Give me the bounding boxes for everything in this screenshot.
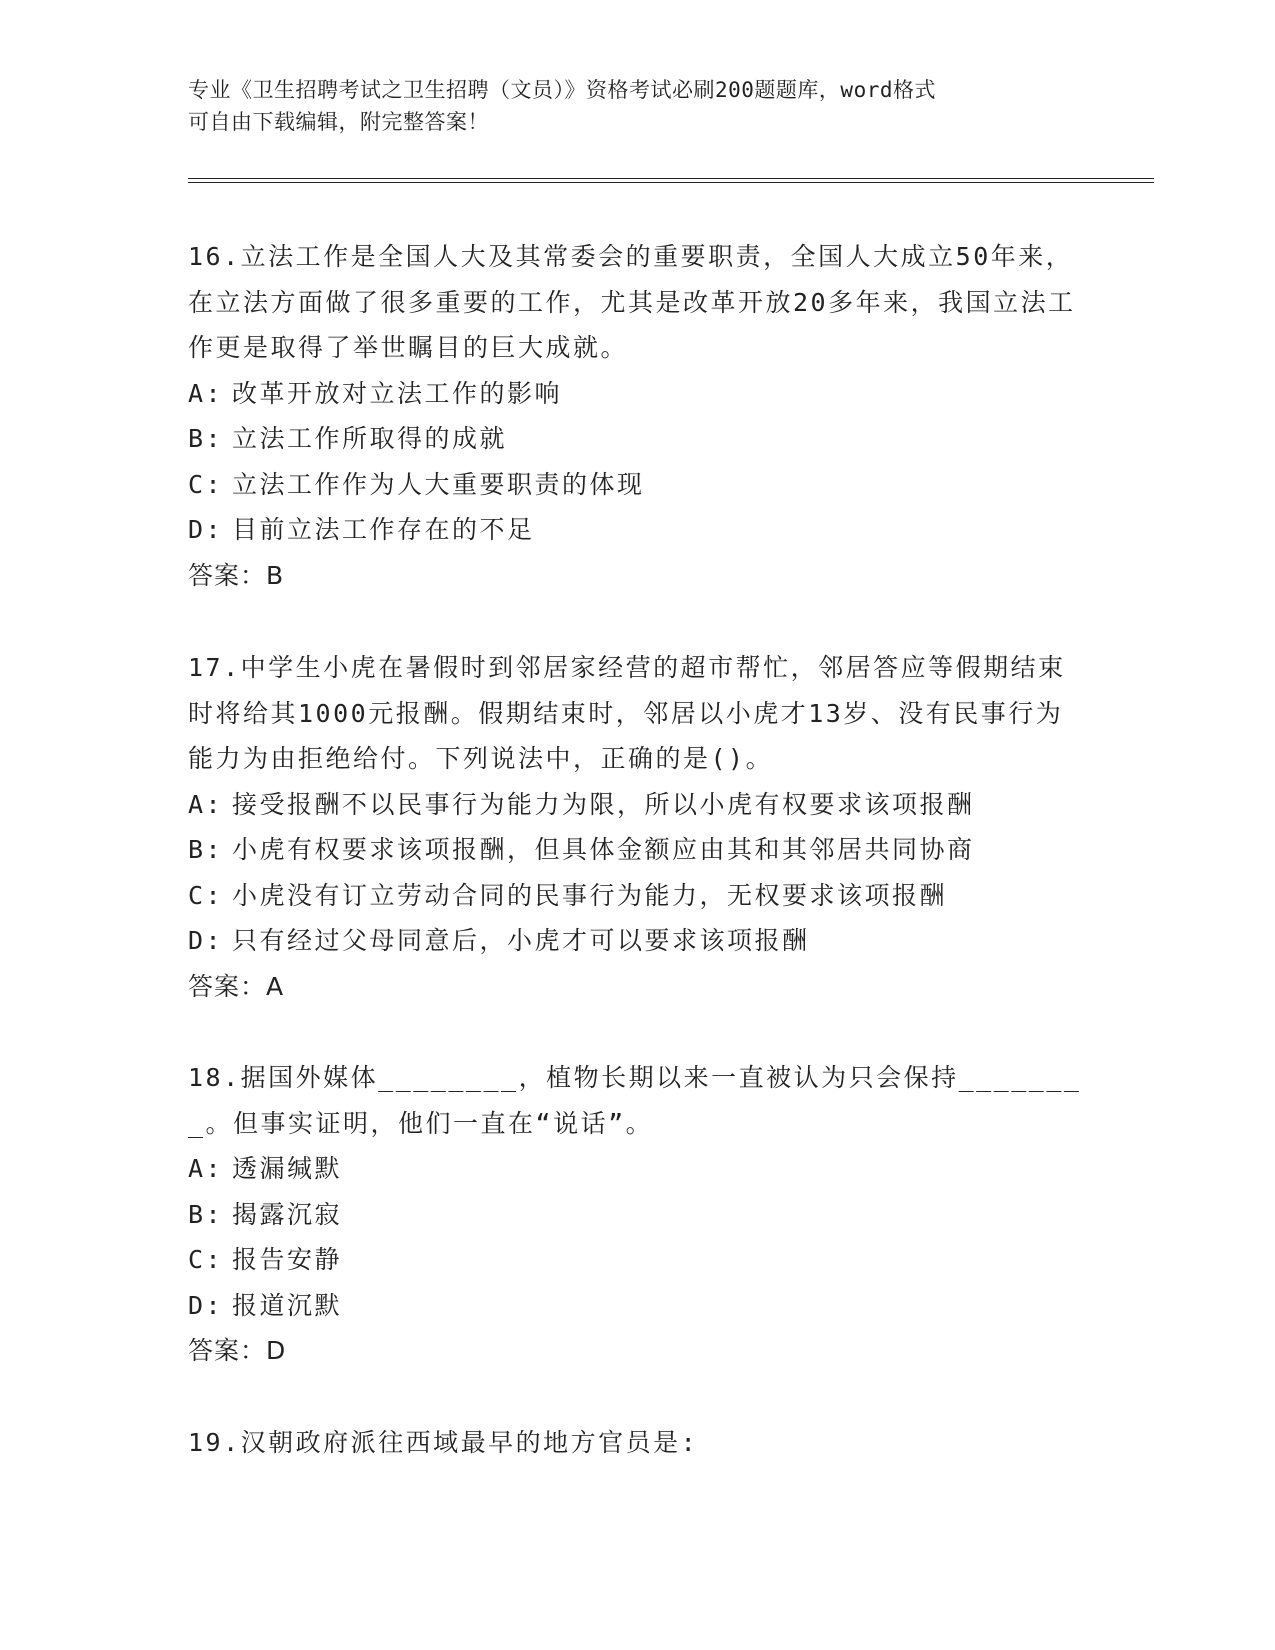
option-letter: C: — [188, 1245, 224, 1274]
header-line-1: 专业《卫生招聘考试之卫生招聘（文员）》资格考试必刷200题题库，word格式 — [188, 78, 936, 102]
answer: 答案：B — [188, 560, 285, 590]
question-text: 19.汉朝政府派往西域最早的地方官员是: — [188, 1428, 699, 1457]
question-text: 18.据国外媒体________，植物长期以来一直被认为只会保持________。但事实证明，他们一直在“说话”。 — [188, 1063, 1082, 1138]
option-text: 小虎没有订立劳动合同的民事行为能力，无权要求该项报酬 — [232, 880, 948, 910]
option-b — [188, 1192, 1088, 1238]
option-text: 小虎有权要求该项报酬，但具体金额应由其和其邻居共同协商 — [232, 835, 975, 864]
question-16 — [188, 234, 1088, 598]
option-a — [188, 1146, 1088, 1192]
option-letter: D: — [188, 515, 224, 544]
option-text: 揭露沉寂 — [232, 1199, 343, 1229]
question-text: 17.中学生小虎在暑假时到邻居家经营的超市帮忙，邻居答应等假期结束时将给其1000元报酬。假期结束时，邻居以小虎才13岁、没有民事行为能力为由拒绝给付。下列说法中，正确的是()。 — [188, 653, 1066, 773]
option-c — [188, 1237, 1088, 1283]
option-text: 立法工作作为人大重要职责的体现 — [232, 469, 645, 499]
option-a — [188, 371, 1088, 417]
option-letter: A: — [188, 789, 224, 819]
option-text: 只有经过父母同意后，小虎才可以要求该项报酬 — [232, 926, 810, 955]
header-divider-top — [188, 178, 1154, 179]
option-c — [188, 462, 1088, 508]
option-text: 立法工作所取得的成就 — [232, 424, 508, 453]
header-divider-bottom — [188, 182, 1154, 183]
option-letter: B: — [188, 424, 224, 453]
option-text: 报告安静 — [232, 1245, 343, 1274]
question-text: 16.立法工作是全国人大及其常委会的重要职责，全国人大成立50年来，在立法方面做了很多重要的工作，尤其是改革开放20多年来，我国立法工作更是取得了举世瞩目的巨大成就。 — [188, 242, 1076, 362]
option-b — [188, 827, 1088, 873]
option-letter: C: — [188, 880, 224, 910]
option-letter: D: — [188, 1290, 224, 1320]
option-text: 透漏缄默 — [232, 1154, 343, 1183]
option-a — [188, 782, 1088, 828]
option-letter: D: — [188, 926, 224, 955]
option-d — [188, 507, 1088, 553]
option-text: 目前立法工作存在的不足 — [232, 515, 535, 544]
option-letter: B: — [188, 1199, 224, 1229]
question-19 — [188, 1420, 1088, 1466]
option-d — [188, 1283, 1088, 1329]
option-c — [188, 873, 1088, 919]
document-header — [188, 74, 1068, 138]
option-text: 改革开放对立法工作的影响 — [232, 378, 563, 408]
answer: 答案：D — [188, 1336, 287, 1365]
option-text: 报道沉默 — [232, 1290, 343, 1320]
option-d — [188, 918, 1088, 964]
option-letter: A: — [188, 378, 224, 408]
question-18 — [188, 1055, 1088, 1374]
option-letter: C: — [188, 469, 224, 499]
question-17 — [188, 645, 1088, 1009]
option-text: 接受报酬不以民事行为能力为限，所以小虎有权要求该项报酬 — [232, 789, 975, 819]
option-letter: A: — [188, 1154, 224, 1183]
answer: 答案：A — [188, 971, 285, 1001]
header-line-2: 可自由下载编辑，附完整答案！ — [188, 110, 489, 134]
option-b — [188, 416, 1088, 462]
option-letter: B: — [188, 835, 224, 864]
